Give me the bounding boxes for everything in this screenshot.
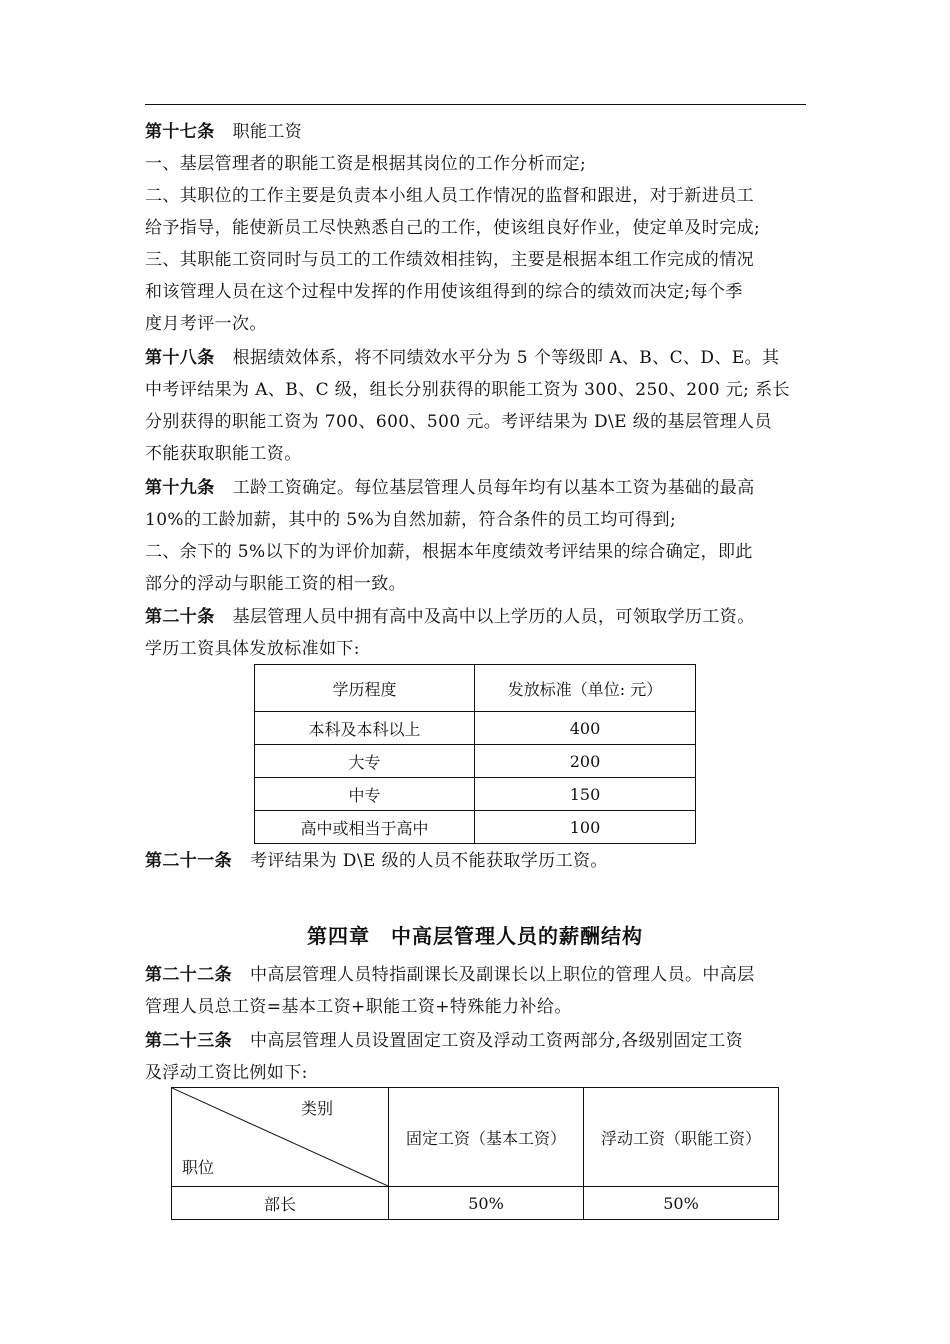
table-header-row	[172, 1088, 779, 1187]
art17-line-6: 度月考评一次。	[145, 314, 267, 334]
table-row	[255, 745, 696, 778]
position-cell: 部长	[172, 1187, 389, 1220]
art23-line-2: 及浮动工资比例如下:	[145, 1063, 308, 1083]
art20-line-1: 基层管理人员中拥有高中及高中以上学历的人员，可领取学历工资。	[232, 607, 755, 627]
table-header-row	[255, 665, 696, 712]
art23-line-1: 中高层管理人员设置固定工资及浮动工资两部分,各级别固定工资	[250, 1031, 744, 1051]
fixed-ratio-cell: 50%	[389, 1187, 584, 1220]
art20-line-2: 学历工资具体发放标准如下:	[145, 639, 360, 659]
header-standard: 发放标准（单位: 元）	[475, 665, 696, 712]
table-row	[255, 712, 696, 745]
table-row	[172, 1187, 779, 1220]
header-position: 职位	[182, 1158, 215, 1177]
art19-line-1-wrap	[145, 477, 806, 499]
art18-line-2: 中考评结果为 A、B、C 级，组长分别获得的职能工资为 300、250、200 元; 系长	[145, 380, 790, 400]
art19-line-4: 部分的浮动与职能工资的相一致。	[145, 574, 406, 594]
art18-line-4: 不能获取职能工资。	[145, 444, 302, 464]
diagonal-header-cell	[172, 1088, 389, 1187]
education-level-cell: 中专	[255, 778, 475, 811]
header-category: 类别	[300, 1099, 333, 1118]
header-fixed-wage: 固定工资（基本工资）	[389, 1088, 584, 1187]
art17-line-3: 给予指导，能使新员工尽快熟悉自己的工作，使该组良好作业，使定单及时完成;	[145, 218, 761, 238]
art22-line-2: 管理人员总工资=基本工资+职能工资+特殊能力补给。	[145, 997, 572, 1017]
art18-line-1-wrap	[145, 347, 806, 369]
education-wage-table	[254, 664, 696, 844]
art17-line-2: 二、其职位的工作主要是负责本小组人员工作情况的监督和跟进，对于新进员工	[145, 186, 754, 206]
table-row	[255, 778, 696, 811]
art17-heading: 职能工资	[232, 122, 303, 142]
amount-cell: 200	[475, 745, 696, 778]
art22-line-1: 中高层管理人员特指副课长及副课长以上职位的管理人员。中高层	[250, 965, 755, 985]
art23-title: 第二十三条	[145, 1031, 232, 1051]
chapter-heading: 第四章 中高层管理人员的薪酬结构	[307, 924, 643, 948]
education-level-cell: 高中或相当于高中	[255, 811, 475, 844]
table-row	[255, 811, 696, 844]
amount-cell: 100	[475, 811, 696, 844]
wage-ratio-table	[171, 1087, 779, 1220]
art20-line-1-wrap	[145, 606, 806, 628]
art23-line-1-wrap	[145, 1030, 806, 1052]
art21-title: 第二十一条	[145, 851, 232, 871]
amount-cell: 150	[475, 778, 696, 811]
art19-line-3: 二、余下的 5%以下的为评价加薪，根据本年度绩效考评结果的综合确定，即此	[145, 542, 753, 562]
art17-title: 第十七条	[145, 122, 215, 142]
art21-line-wrap	[145, 850, 806, 872]
art21-text: 考评结果为 D\E 级的人员不能获取学历工资。	[250, 851, 608, 871]
art17-line-5: 和该管理人员在这个过程中发挥的作用使该组得到的综合的绩效而决定;每个季	[145, 282, 743, 302]
art22-line-1-wrap	[145, 964, 806, 986]
header-education-level: 学历程度	[255, 665, 475, 712]
art18-line-3: 分别获得的职能工资为 700、600、500 元。考评结果为 D\E 级的基层管理人员	[145, 412, 772, 432]
art19-line-2: 10%的工龄加薪，其中的 5%为自然加薪，符合条件的员工均可得到;	[145, 510, 677, 530]
header-rule	[145, 104, 806, 105]
floating-ratio-cell: 50%	[584, 1187, 779, 1220]
art19-line-1: 工龄工资确定。每位基层管理人员每年均有以基本工资为基础的最高	[232, 478, 755, 498]
art18-line-1: 根据绩效体系，将不同绩效水平分为 5 个等级即 A、B、C、D、E。其	[232, 348, 780, 368]
art19-title: 第十九条	[145, 478, 215, 498]
header-floating-wage: 浮动工资（职能工资）	[584, 1088, 779, 1187]
art17-title-line	[145, 121, 806, 143]
art17-line-1: 一、基层管理者的职能工资是根据其岗位的工作分析而定;	[145, 154, 587, 174]
art20-title: 第二十条	[145, 607, 215, 627]
amount-cell: 400	[475, 712, 696, 745]
art22-title: 第二十二条	[145, 965, 232, 985]
education-level-cell: 本科及本科以上	[255, 712, 475, 745]
education-level-cell: 大专	[255, 745, 475, 778]
art17-line-4: 三、其职能工资同时与员工的工作绩效相挂钩，主要是根据本组工作完成的情况	[145, 250, 754, 270]
art18-title: 第十八条	[145, 348, 215, 368]
